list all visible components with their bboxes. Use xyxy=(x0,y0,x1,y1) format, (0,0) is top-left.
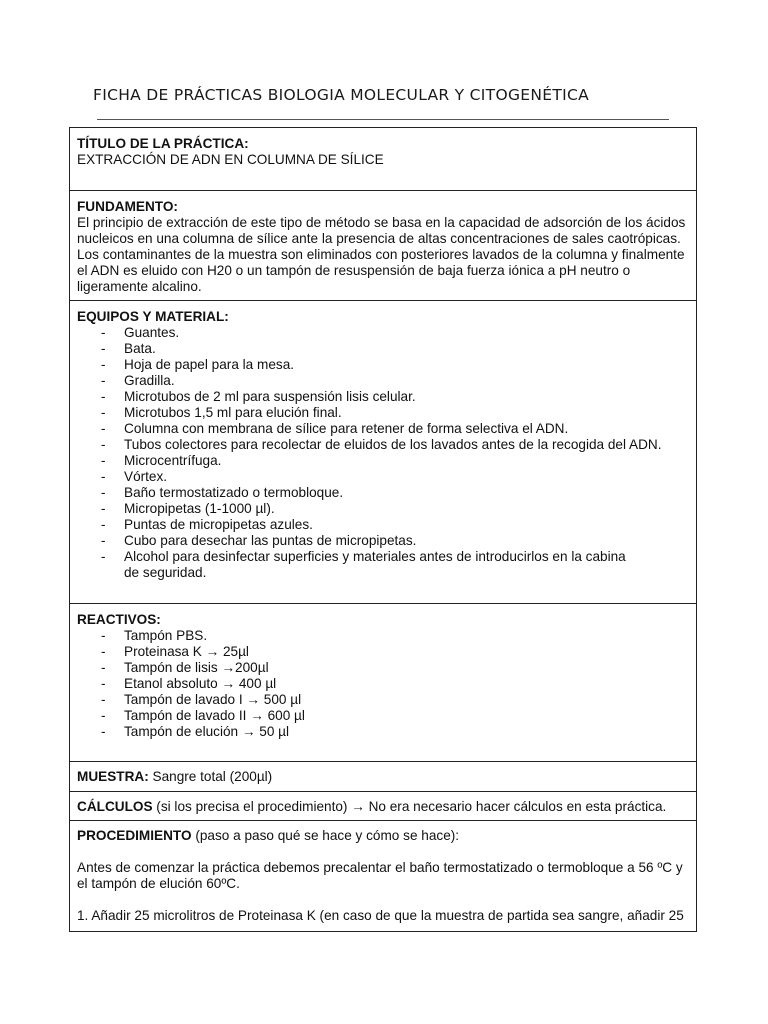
list-item: - Tampón de lavado I → 500 µl xyxy=(77,692,689,708)
equipos-label: EQUIPOS Y MATERIAL: xyxy=(77,309,229,324)
calculos-value: (si los precisa el procedimiento) → No era necesario hacer cálculos en esta práctica. xyxy=(152,799,667,814)
section-muestra xyxy=(70,762,696,792)
list-item: - Puntas de micropipetas azules. xyxy=(77,517,689,533)
section-fundamento xyxy=(70,191,696,301)
section-procedimiento xyxy=(70,821,696,931)
list-item: - Cubo para desechar las puntas de micropipetas. xyxy=(77,533,689,549)
list-item: - Etanol absoluto → 400 µl xyxy=(77,676,689,692)
section-reactivos xyxy=(70,604,696,762)
section-equipos xyxy=(70,301,696,604)
calculos-label: CÁLCULOS xyxy=(77,799,153,814)
list-item: - Columna con membrana de sílice para retener de forma selectiva el ADN. xyxy=(77,421,689,437)
procedimiento-intro: Antes de comenzar la práctica debemos precalentar el baño termostatizado o termobloque a 56 ºC y el tampón de elución 60ºC. xyxy=(77,860,683,891)
list-item: - Alcohol para desinfectar superficies y materiales antes de introducirlos en la cabina de seguridad. xyxy=(77,549,689,581)
reactivos-list xyxy=(77,628,689,740)
equipos-list xyxy=(77,325,689,581)
fundamento-label: FUNDAMENTO: xyxy=(77,199,178,214)
fundamento-text xyxy=(77,215,689,295)
muestra-value: Sangre total (200µl) xyxy=(148,769,273,784)
titulo-value: EXTRACCIÓN DE ADN EN COLUMNA DE SÍLICE xyxy=(77,152,384,167)
fundamento-line: Los contaminantes de la muestra son eliminados con posteriores lavados de la columna y finalmente xyxy=(77,247,685,262)
fundamento-line: el ADN es eluido con H20 o un tampón de resuspensión de baja fuerza iónica a pH neutro o xyxy=(77,263,631,278)
procedimiento-label: PROCEDIMIENTO xyxy=(77,828,192,843)
muestra-label: MUESTRA: xyxy=(77,769,149,784)
list-item: - Gradilla. xyxy=(77,373,689,389)
fundamento-line: nucleicos en una columna de sílice ante la presencia de altas concentraciones de sales caotrópicas. xyxy=(77,231,681,246)
list-item: - Microcentrífuga. xyxy=(77,453,689,469)
section-calculos xyxy=(70,792,696,821)
list-item: - Proteinasa K → 25µl xyxy=(77,644,689,660)
list-item: - Guantes. xyxy=(77,325,689,341)
fundamento-line: ligeramente alcalino. xyxy=(77,279,202,294)
list-item: - Bata. xyxy=(77,341,689,357)
list-item: - Tubos colectores para recolectar de eluidos de los lavados antes de la recogida del ADN. xyxy=(77,437,689,453)
reactivos-label: REACTIVOS: xyxy=(77,612,161,627)
practice-sheet-table xyxy=(69,127,697,932)
list-item: - Tampón de lisis →200µl xyxy=(77,660,689,676)
procedimiento-subtitle: (paso a paso qué se hace y cómo se hace): xyxy=(191,828,460,843)
list-item: - Baño termostatizado o termobloque. xyxy=(77,485,689,501)
list-item: - Tampón de elución → 50 µl xyxy=(77,724,689,740)
header-divider xyxy=(97,119,669,120)
titulo-label: TÍTULO DE LA PRÁCTICA: xyxy=(77,136,249,151)
list-item: - Microtubos de 2 ml para suspensión lisis celular. xyxy=(77,389,689,405)
procedimiento-step: 1. Añadir 25 microlitros de Proteinasa K (en caso de que la muestra de partida sea sangre, añadir 25 xyxy=(77,908,684,923)
list-item: - Microtubos 1,5 ml para elución final. xyxy=(77,405,689,421)
page-header-title: FICHA DE PRÁCTICAS BIOLOGIA MOLECULAR Y CITOGENÉTICA xyxy=(93,86,590,104)
list-item: - Tampón PBS. xyxy=(77,628,689,644)
list-item: - Tampón de lavado II → 600 µl xyxy=(77,708,689,724)
list-item: - Vórtex. xyxy=(77,469,689,485)
section-titulo xyxy=(70,128,696,191)
list-item: - Micropipetas (1-1000 µl). xyxy=(77,501,689,517)
list-item: - Hoja de papel para la mesa. xyxy=(77,357,689,373)
fundamento-line: El principio de extracción de este tipo de método se basa en la capacidad de adsorción de los ácidos xyxy=(77,215,686,230)
